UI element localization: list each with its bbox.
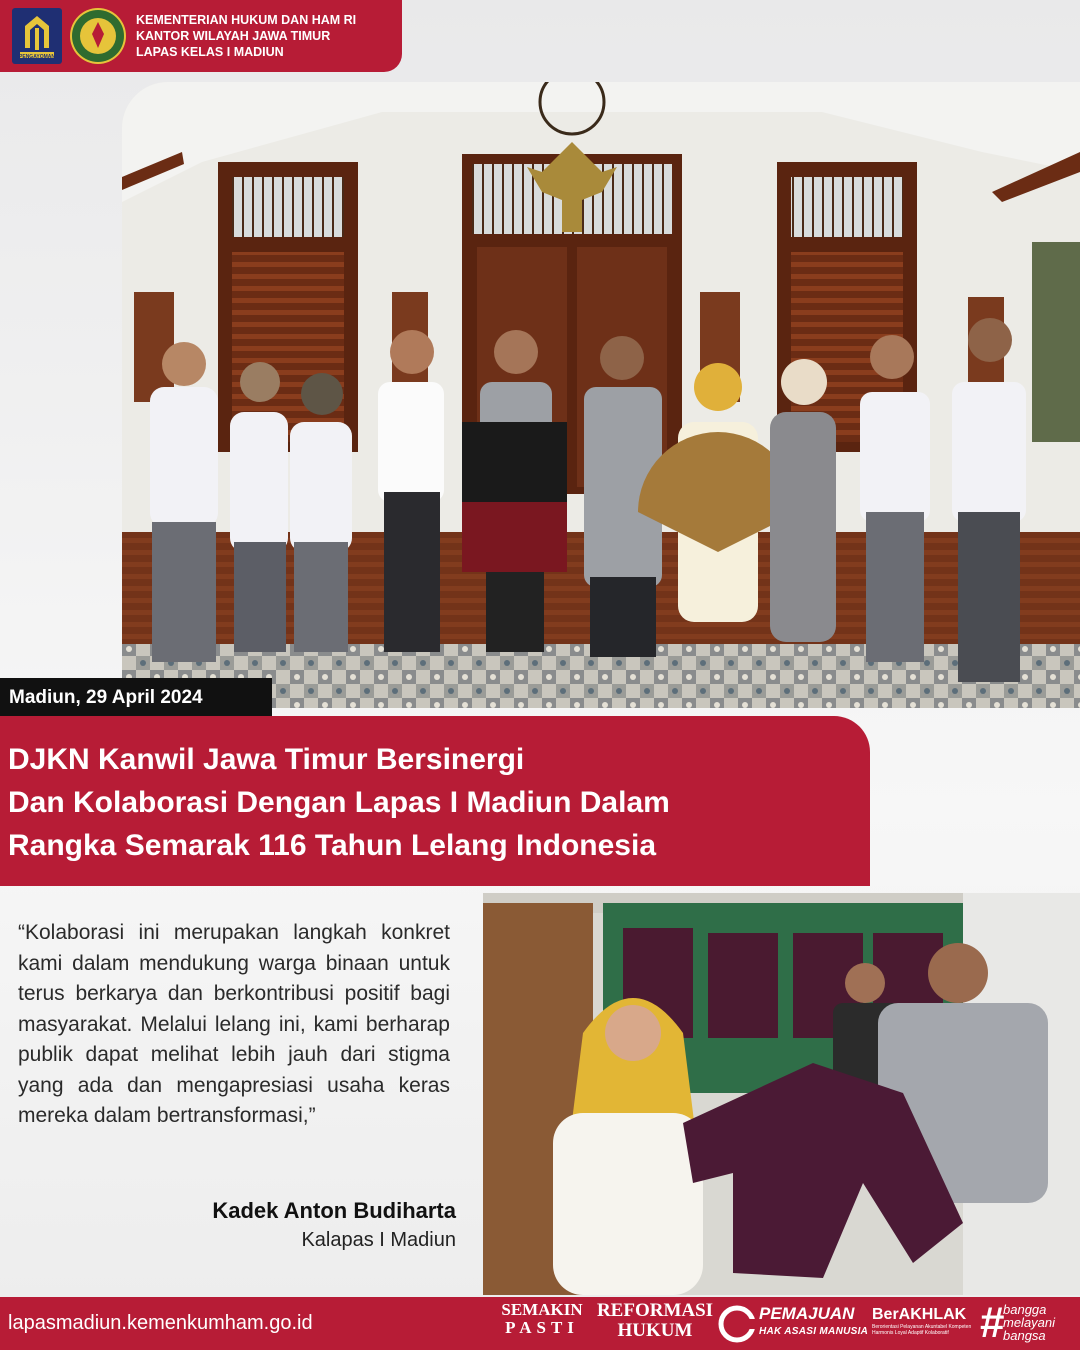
- pengayoman-logo: [12, 8, 62, 64]
- header-line-3: LAPAS KELAS I MADIUN: [136, 45, 284, 59]
- header-line-2: KANTOR WILAYAH JAWA TIMUR: [136, 29, 331, 43]
- date-label: Madiun, 29 April 2024: [0, 678, 272, 718]
- header-line-1: KEMENTERIAN HUKUM DAN HAM RI: [136, 13, 357, 27]
- bangga-melayani-bangsa-logo: [1003, 1303, 1055, 1342]
- pemajuan-ham-logo: [759, 1305, 868, 1341]
- main-group-photo: [122, 82, 1080, 708]
- reformasi-hukum-logo: [596, 1301, 714, 1341]
- pasti-label: PASTI: [505, 1318, 579, 1337]
- kemenkumham-emblem-icon: [70, 8, 126, 64]
- melayani-label: melayani: [1003, 1315, 1056, 1330]
- bangga-label: bangga: [1003, 1302, 1047, 1317]
- quote-text: “Kolaborasi ini merupakan langkah konkret kami dalam mendukung warga binaan untuk terus berkarya dan berkontribusi positif bagi masyarakat. Melalui lelang ini, kami berharap publik dapat melihat lebih jauh dari stigma yang ada dan mengapresiasi usaha keras mereka dalam bertransformasi,”: [18, 921, 450, 1127]
- headline-line-1: DJKN Kanwil Jawa Timur Bersinergi: [8, 743, 525, 776]
- author-name: Kadek Anton Budiharta: [212, 1198, 456, 1223]
- hashtag-icon: #: [980, 1298, 1005, 1347]
- pemajuan-label: PEMAJUAN: [759, 1304, 855, 1323]
- headline-line-3: Rangka Semarak 116 Tahun Lelang Indonesia: [8, 829, 657, 862]
- berakhlak-subtitle: Berorientasi Pelayanan Akuntabel Kompeten Harmonis Loyal Adaptif Kolaboratif: [872, 1324, 972, 1336]
- author-role: Kalapas I Madiun: [301, 1229, 456, 1251]
- footer-bar: [0, 1297, 1080, 1350]
- headline-line-2: Dan Kolaborasi Dengan Lapas I Madiun Dalam: [8, 786, 670, 819]
- pengayoman-label: PENGAYOMAN: [19, 54, 55, 60]
- secondary-photo: [483, 893, 1080, 1295]
- ham-label: HAK ASASI MANUSIA: [759, 1326, 869, 1337]
- semakin-label: SEMAKIN: [501, 1300, 583, 1319]
- bangsa-label: bangsa: [1003, 1328, 1046, 1343]
- berakhlak-label: BerAKHLAK: [872, 1306, 967, 1323]
- berakhlak-logo: [872, 1306, 982, 1336]
- header-banner: [0, 0, 402, 72]
- reformasi-label: REFORMASI: [596, 1300, 714, 1321]
- website-link[interactable]: lapasmadiun.kemenkumham.go.id: [8, 1312, 313, 1334]
- quote-author: [156, 1196, 456, 1254]
- header-text: [136, 12, 356, 60]
- hukum-label: HUKUM: [617, 1320, 693, 1341]
- pemajuan-ham-icon: [718, 1305, 756, 1343]
- headline-box: [0, 716, 870, 886]
- semakin-pasti-logo: [496, 1301, 588, 1337]
